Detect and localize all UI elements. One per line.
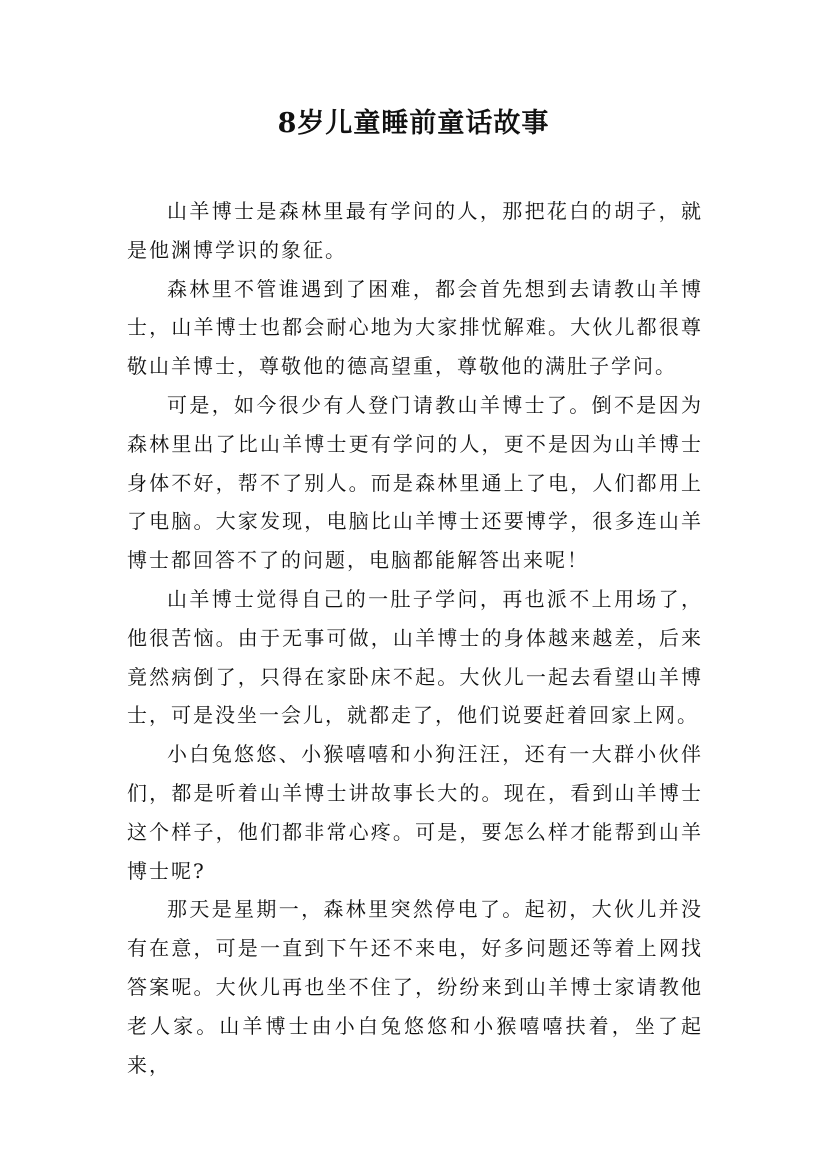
paragraph-4: 山羊博士觉得自己的一肚子学问，再也派不上用场了，他很苦恼。由于无事可做，山羊博士的身体越来越差，后来竟然病倒了，只得在家卧床不起。大伙儿一起去看望山羊博士，可是没坐一会儿，就都走了，他们说要赶着回家上网。 [127, 586, 703, 728]
document-body [127, 192, 703, 1084]
paragraph-3: 可是，如今很少有人登门请教山羊博士了。倒不是因为森林里出了比山羊博士更有学问的人，更不是因为山羊博士身体不好，帮不了别人。而是森林里通上了电，人们都用上了电脑。大家发现，电脑比山羊博士还要博学，很多连山羊博士都回答不了的问题，电脑都能解答出来呢！ [127, 392, 703, 573]
paragraph-2: 森林里不管谁遇到了困难，都会首先想到去请教山羊博士，山羊博士也都会耐心地为大家排忧解难。大伙儿都很尊敬山羊博士，尊敬他的德高望重，尊敬他的满肚子学问。 [127, 276, 703, 379]
paragraph-5: 小白兔悠悠、小猴嘻嘻和小狗汪汪，还有一大群小伙伴们，都是听着山羊博士讲故事长大的。现在，看到山羊博士这个样子，他们都非常心疼。可是，要怎么样才能帮到山羊博士呢? [127, 742, 703, 883]
paragraph-6: 那天是星期一，森林里突然停电了。起初，大伙儿并没有在意，可是一直到下午还不来电，好多问题还等着上网找答案呢。大伙儿再也坐不住了，纷纷来到山羊博士家请教他老人家。山羊博士由小白兔悠悠和小猴嘻嘻扶着，坐了起来， [127, 897, 703, 1077]
paragraph-1: 山羊博士是森林里最有学问的人，那把花白的胡子，就是他渊博学识的象征。 [127, 199, 703, 262]
document-title: 8岁儿童睡前童话故事 [277, 108, 550, 139]
